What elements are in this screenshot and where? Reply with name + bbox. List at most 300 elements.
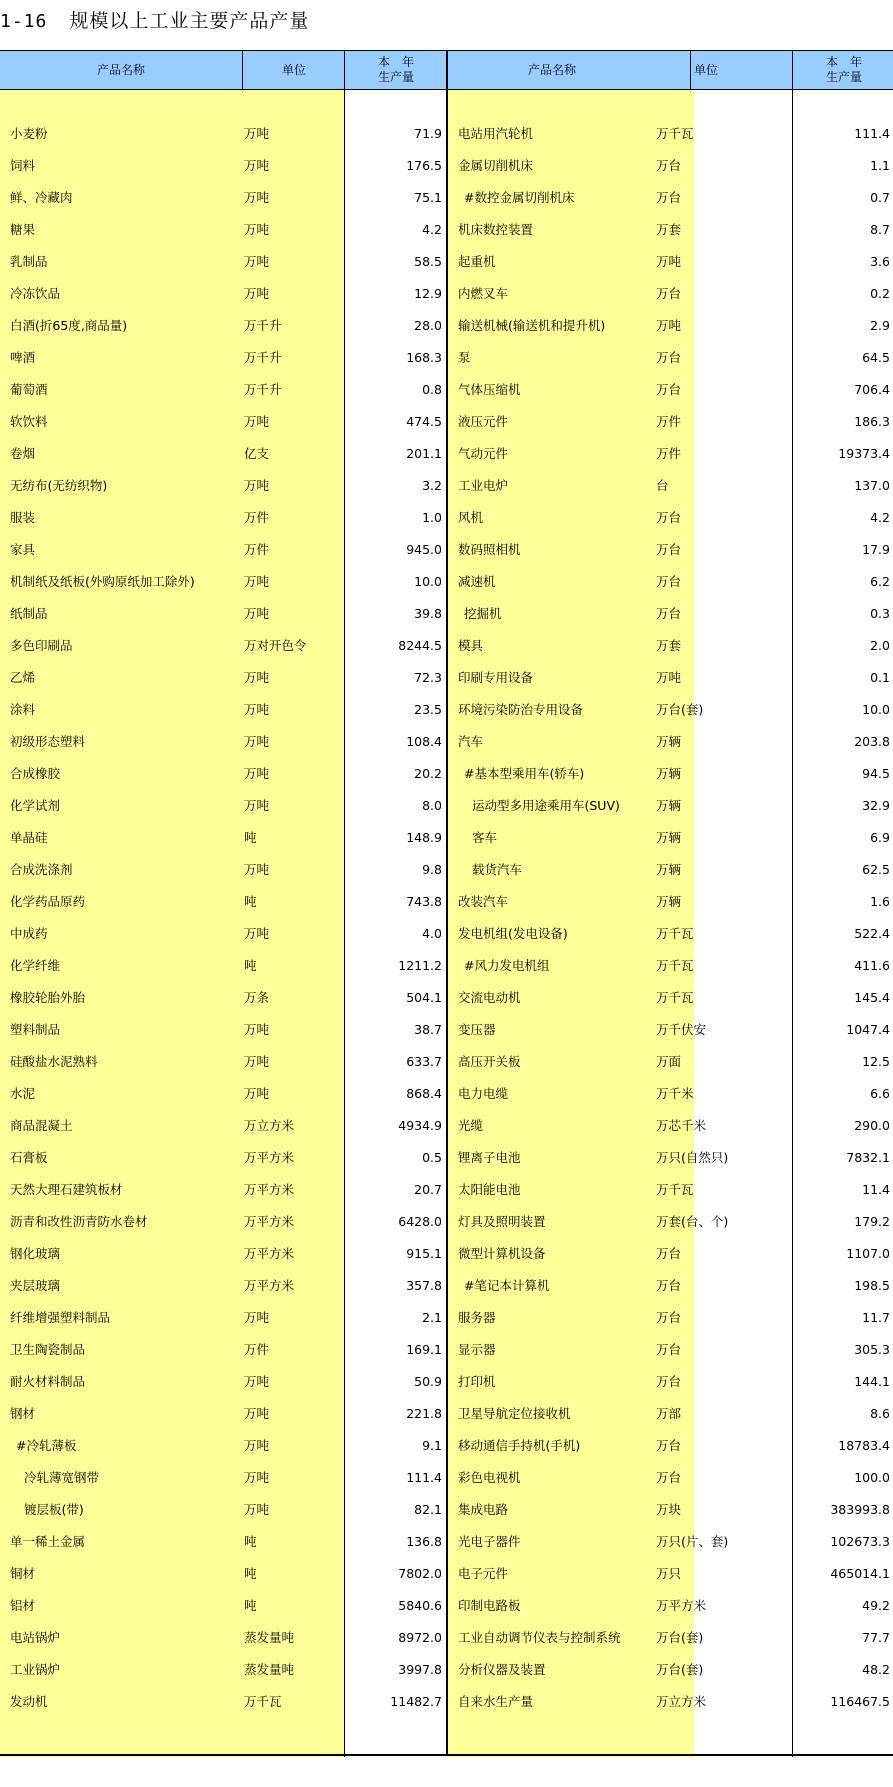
product-name: 石膏板 — [10, 1150, 48, 1165]
table-row — [448, 374, 893, 406]
product-name: 改装汽车 — [458, 894, 509, 909]
table-row — [0, 1558, 446, 1590]
product-value: 111.4 — [854, 126, 890, 141]
product-value: 0.1 — [870, 670, 890, 685]
product-value: 169.1 — [406, 1342, 442, 1357]
product-name: 卷烟 — [10, 446, 36, 461]
product-name: 变压器 — [458, 1022, 496, 1037]
header-unit: 单位 — [693, 62, 718, 77]
product-unit: 万千瓦 — [656, 926, 694, 941]
product-unit: 万件 — [244, 1342, 270, 1357]
product-unit: 万吨 — [244, 734, 270, 749]
product-value: 2.0 — [870, 638, 890, 653]
product-name: #基本型乘用车(轿车) — [464, 766, 585, 781]
product-unit: 万吨 — [244, 222, 270, 237]
product-unit: 万吨 — [244, 414, 270, 429]
table-row — [0, 502, 446, 534]
product-value: 4.2 — [870, 510, 890, 525]
product-value: 7802.0 — [398, 1566, 442, 1581]
product-name: #风力发电机组 — [464, 958, 550, 973]
product-name: 初级形态塑料 — [10, 734, 86, 749]
product-unit: 万吨 — [656, 670, 682, 685]
product-value: 1.1 — [870, 158, 890, 173]
product-value: 82.1 — [414, 1502, 442, 1517]
product-unit: 万台 — [656, 574, 682, 589]
product-value: 32.9 — [862, 798, 890, 813]
table-row — [0, 278, 446, 310]
product-value: 3.2 — [422, 478, 442, 493]
product-unit: 万吨 — [244, 126, 270, 141]
product-name: 起重机 — [458, 254, 496, 269]
product-unit: 吨 — [244, 894, 257, 909]
table-row — [0, 1494, 446, 1526]
product-name: 发电机组(发电设备) — [458, 926, 568, 941]
product-unit: 万吨 — [656, 318, 682, 333]
product-name: 移动通信手持机(手机) — [458, 1438, 581, 1453]
product-unit: 万吨 — [244, 574, 270, 589]
product-unit: 万台 — [656, 286, 682, 301]
table-row — [448, 950, 893, 982]
product-value: 3997.8 — [398, 1662, 442, 1677]
table-row — [0, 566, 446, 598]
product-unit: 万台 — [656, 350, 682, 365]
product-name: 卫生陶瓷制品 — [10, 1342, 86, 1357]
product-unit: 万套 — [656, 638, 682, 653]
product-unit: 万台 — [656, 1246, 682, 1261]
product-value: 1.0 — [422, 510, 442, 525]
table-row — [448, 1046, 893, 1078]
product-value: 4.0 — [422, 926, 442, 941]
table-row — [0, 1302, 446, 1334]
product-value: 0.3 — [870, 606, 890, 621]
product-value: 8.6 — [870, 1406, 890, 1421]
product-unit: 万套 — [656, 222, 682, 237]
product-unit: 万台 — [656, 1438, 682, 1453]
product-name: 化学纤维 — [10, 958, 61, 973]
product-unit: 万辆 — [656, 798, 682, 813]
product-name: 模具 — [458, 638, 484, 653]
header-name: 产品名称 — [527, 62, 576, 77]
product-unit: 万立方米 — [244, 1118, 295, 1133]
table-row — [0, 982, 446, 1014]
product-value: 111.4 — [406, 1470, 442, 1485]
left-table — [0, 50, 446, 1755]
product-unit: 万块 — [656, 1502, 682, 1517]
table-row — [0, 918, 446, 950]
product-name: 塑料制品 — [10, 1022, 61, 1037]
table-row — [448, 406, 893, 438]
product-value: 0.8 — [422, 382, 442, 397]
table-row — [0, 150, 446, 182]
table-row — [448, 1174, 893, 1206]
table-row — [0, 790, 446, 822]
product-value: 504.1 — [406, 990, 442, 1005]
product-unit: 万千升 — [244, 382, 282, 397]
product-unit: 万吨 — [244, 286, 270, 301]
product-unit: 吨 — [244, 1566, 257, 1581]
product-unit: 万吨 — [244, 254, 270, 269]
table-row — [448, 726, 893, 758]
table-row — [0, 1686, 446, 1718]
table-row — [0, 214, 446, 246]
product-value: 1.6 — [870, 894, 890, 909]
product-unit: 万台 — [656, 190, 682, 205]
product-name: 客车 — [472, 830, 498, 845]
product-name: 灯具及照明装置 — [458, 1214, 546, 1229]
right-rows — [448, 118, 893, 1718]
product-name: 机制纸及纸板(外购原纸加工除外) — [10, 574, 195, 589]
product-name: 冷轧薄宽钢带 — [24, 1470, 100, 1485]
table-row — [448, 214, 893, 246]
table-row — [0, 310, 446, 342]
product-unit: 万千瓦 — [656, 990, 694, 1005]
product-name: 工业电炉 — [458, 478, 509, 493]
product-value: 465014.1 — [830, 1566, 890, 1581]
product-unit: 万吨 — [244, 670, 270, 685]
product-value: 12.5 — [862, 1054, 890, 1069]
table-row — [448, 1110, 893, 1142]
product-unit: 万只(自然只) — [656, 1150, 729, 1165]
product-name: 印刷专用设备 — [458, 670, 534, 685]
product-value: 137.0 — [854, 478, 890, 493]
product-value: 0.7 — [870, 190, 890, 205]
product-name: 涂料 — [10, 702, 36, 717]
product-name: 合成洗涤剂 — [10, 862, 73, 877]
table-row — [448, 1622, 893, 1654]
product-unit: 万吨 — [244, 158, 270, 173]
product-name: 葡萄酒 — [10, 382, 48, 397]
product-name: 微型计算机设备 — [458, 1246, 546, 1261]
product-name: 锂离子电池 — [458, 1150, 521, 1165]
table-row — [448, 150, 893, 182]
product-value: 116467.5 — [830, 1694, 890, 1709]
table-row — [0, 1142, 446, 1174]
product-name: 印制电路板 — [458, 1598, 521, 1613]
product-name: 气动元件 — [458, 446, 509, 461]
product-name: 工业自动调节仪表与控制系统 — [458, 1630, 621, 1645]
table-row — [0, 886, 446, 918]
table-row — [0, 1526, 446, 1558]
product-value: 2.9 — [870, 318, 890, 333]
product-value: 0.5 — [422, 1150, 442, 1165]
product-unit: 万千瓦 — [244, 1694, 282, 1709]
table-row — [0, 406, 446, 438]
table-row — [0, 1078, 446, 1110]
product-value: 38.7 — [414, 1022, 442, 1037]
product-value: 176.5 — [406, 158, 442, 173]
product-value: 4.2 — [422, 222, 442, 237]
table-row — [448, 1590, 893, 1622]
product-unit: 万吨 — [244, 606, 270, 621]
product-value: 48.2 — [862, 1662, 890, 1677]
product-unit: 万面 — [656, 1054, 682, 1069]
product-unit: 万吨 — [244, 1054, 270, 1069]
product-unit: 万吨 — [244, 1022, 270, 1037]
product-value: 1107.0 — [846, 1246, 890, 1261]
product-value: 357.8 — [406, 1278, 442, 1293]
product-name: 钢材 — [10, 1406, 36, 1421]
table-row — [448, 1238, 893, 1270]
product-name: 彩色电视机 — [458, 1470, 521, 1485]
table-row — [0, 438, 446, 470]
product-unit: 万辆 — [656, 862, 682, 877]
header-value — [346, 51, 446, 89]
table-row — [448, 342, 893, 374]
product-value: 4934.9 — [398, 1118, 442, 1133]
product-unit: 万平方米 — [656, 1598, 707, 1613]
product-name: 自来水生产量 — [458, 1694, 534, 1709]
product-value: 39.8 — [414, 606, 442, 621]
product-unit: 万件 — [244, 542, 270, 557]
product-value: 8.7 — [870, 222, 890, 237]
table-row — [448, 1654, 893, 1686]
product-value: 0.2 — [870, 286, 890, 301]
product-value: 9.8 — [422, 862, 442, 877]
product-unit: 万千瓦 — [656, 1182, 694, 1197]
product-value: 7832.1 — [846, 1150, 890, 1165]
product-unit: 吨 — [244, 958, 257, 973]
product-value: 186.3 — [854, 414, 890, 429]
product-name: 纤维增强塑料制品 — [10, 1310, 111, 1325]
product-value: 411.6 — [854, 958, 890, 973]
product-unit: 万件 — [244, 510, 270, 525]
table-row — [448, 502, 893, 534]
product-unit: 万千伏安 — [656, 1022, 707, 1037]
table-row — [0, 1334, 446, 1366]
table-row — [448, 662, 893, 694]
product-value: 17.9 — [862, 542, 890, 557]
table-row — [0, 1462, 446, 1494]
product-value: 28.0 — [414, 318, 442, 333]
table-row — [448, 854, 893, 886]
product-unit: 万台 — [656, 382, 682, 397]
table-row — [0, 1110, 446, 1142]
table-row — [448, 470, 893, 502]
product-name: 液压元件 — [458, 414, 509, 429]
product-name: 电站用汽轮机 — [458, 126, 534, 141]
product-name: 糖果 — [10, 222, 36, 237]
header-value-line2: 生产量 — [825, 70, 862, 84]
product-unit: 万台 — [656, 158, 682, 173]
table-row — [0, 1398, 446, 1430]
product-name: 无纺布(无纺织物) — [10, 478, 108, 493]
table-row — [448, 630, 893, 662]
table-row — [0, 1654, 446, 1686]
product-value: 5840.6 — [398, 1598, 442, 1613]
col-divider — [690, 50, 691, 90]
product-value: 58.5 — [414, 254, 442, 269]
table-row — [448, 822, 893, 854]
product-name: 白酒(折65度,商品量) — [10, 318, 128, 333]
product-name: 减速机 — [458, 574, 496, 589]
product-unit: 万吨 — [244, 926, 270, 941]
product-unit: 吨 — [244, 1534, 257, 1549]
table-row — [448, 118, 893, 150]
table-row — [448, 1078, 893, 1110]
product-unit: 万平方米 — [244, 1214, 295, 1229]
table-row — [0, 1270, 446, 1302]
table-row — [0, 1046, 446, 1078]
product-unit: 万辆 — [656, 766, 682, 781]
header-value — [794, 51, 893, 89]
table-row — [0, 246, 446, 278]
product-name: 集成电路 — [458, 1502, 509, 1517]
product-name: 交流电动机 — [458, 990, 521, 1005]
product-name: 服装 — [10, 510, 36, 525]
product-unit: 万台 — [656, 1310, 682, 1325]
product-unit: 万台 — [656, 1278, 682, 1293]
product-value: 168.3 — [406, 350, 442, 365]
header-value-line1: 本 年 — [825, 55, 862, 69]
table-row — [448, 1462, 893, 1494]
product-value: 6428.0 — [398, 1214, 442, 1229]
product-unit: 万吨 — [244, 1502, 270, 1517]
product-name: 发动机 — [10, 1694, 48, 1709]
product-unit: 万台 — [656, 510, 682, 525]
table-row — [0, 342, 446, 374]
product-name: 合成橡胶 — [10, 766, 61, 781]
table-row — [448, 1334, 893, 1366]
product-name: 机床数控装置 — [458, 222, 534, 237]
table-row — [0, 694, 446, 726]
table-row — [0, 726, 446, 758]
product-value: 11482.7 — [390, 1694, 442, 1709]
product-value: 12.9 — [414, 286, 442, 301]
product-unit: 万台 — [656, 542, 682, 557]
product-value: 72.3 — [414, 670, 442, 685]
header-name: 产品名称 — [96, 62, 145, 77]
product-name: 汽车 — [458, 734, 484, 749]
product-unit: 万千瓦 — [656, 958, 694, 973]
table-row — [0, 854, 446, 886]
product-name: 单一稀土金属 — [10, 1534, 86, 1549]
table-row — [448, 790, 893, 822]
product-value: 8.0 — [422, 798, 442, 813]
product-unit: 蒸发量吨 — [244, 1630, 295, 1645]
product-unit: 万立方米 — [656, 1694, 707, 1709]
table-row — [448, 1686, 893, 1718]
product-name: 高压开关板 — [458, 1054, 521, 1069]
product-unit: 万平方米 — [244, 1182, 295, 1197]
product-unit: 万套(台、个) — [656, 1214, 729, 1229]
table-row — [448, 1526, 893, 1558]
product-unit: 万吨 — [244, 766, 270, 781]
product-name: 单晶硅 — [10, 830, 48, 845]
product-value: 108.4 — [406, 734, 442, 749]
product-unit: 万台 — [656, 1374, 682, 1389]
product-unit: 万平方米 — [244, 1278, 295, 1293]
table-row — [0, 822, 446, 854]
table-row — [448, 534, 893, 566]
table-row — [448, 438, 893, 470]
product-name: 商品混凝土 — [10, 1118, 73, 1133]
table-row — [448, 1558, 893, 1590]
product-name: 软饮料 — [10, 414, 48, 429]
product-value: 179.2 — [854, 1214, 890, 1229]
product-unit: 万对开色令 — [244, 638, 307, 653]
product-unit: 万吨 — [244, 1310, 270, 1325]
table-row — [0, 470, 446, 502]
product-value: 9.1 — [422, 1438, 442, 1453]
product-unit: 万台 — [656, 1470, 682, 1485]
product-name: 乳制品 — [10, 254, 48, 269]
product-value: 1211.2 — [398, 958, 442, 973]
product-name: 内燃叉车 — [458, 286, 509, 301]
table-row — [448, 1302, 893, 1334]
product-value: 75.1 — [414, 190, 442, 205]
col-divider — [242, 50, 243, 90]
table-row — [448, 758, 893, 790]
product-name: 载货汽车 — [472, 862, 523, 877]
product-name: 运动型多用途乘用车(SUV) — [472, 798, 620, 813]
product-unit: 万辆 — [656, 894, 682, 909]
table-row — [448, 566, 893, 598]
product-unit: 万千瓦 — [656, 126, 694, 141]
product-value: 100.0 — [854, 1470, 890, 1485]
product-value: 144.1 — [854, 1374, 890, 1389]
table-row — [448, 1430, 893, 1462]
product-value: 706.4 — [854, 382, 890, 397]
product-name: 工业锅炉 — [10, 1662, 61, 1677]
product-name: 化学试剂 — [10, 798, 61, 813]
product-name: 硅酸盐水泥熟料 — [10, 1054, 98, 1069]
product-name: 橡胶轮胎外胎 — [10, 990, 86, 1005]
table-row — [0, 758, 446, 790]
product-name: 镀层板(带) — [24, 1502, 84, 1517]
product-name: 显示器 — [458, 1342, 496, 1357]
product-unit: 万吨 — [244, 190, 270, 205]
table-header — [0, 50, 446, 90]
table-row — [0, 1622, 446, 1654]
product-name: 环境污染防治专用设备 — [458, 702, 584, 717]
product-unit: 万吨 — [244, 862, 270, 877]
product-value: 19373.4 — [838, 446, 890, 461]
table-row — [0, 1590, 446, 1622]
product-name: 乙烯 — [10, 670, 36, 685]
table-row — [448, 982, 893, 1014]
product-value: 102673.3 — [830, 1534, 890, 1549]
product-name: 风机 — [458, 510, 484, 525]
product-name: 光电子器件 — [458, 1534, 521, 1549]
table-row — [448, 694, 893, 726]
product-value: 148.9 — [406, 830, 442, 845]
product-unit: 万平方米 — [244, 1150, 295, 1165]
product-value: 3.6 — [870, 254, 890, 269]
product-unit: 万吨 — [244, 798, 270, 813]
product-value: 945.0 — [406, 542, 442, 557]
product-unit: 亿支 — [244, 446, 270, 461]
product-name: 卫星导航定位接收机 — [458, 1406, 571, 1421]
product-value: 11.7 — [862, 1310, 890, 1325]
table-number: 1-16 — [0, 11, 48, 32]
product-value: 62.5 — [862, 862, 890, 877]
product-value: 49.2 — [862, 1598, 890, 1613]
product-name: 金属切削机床 — [458, 158, 534, 173]
product-unit: 万吨 — [244, 1086, 270, 1101]
header-value-line1: 本 年 — [377, 55, 414, 69]
product-value: 10.0 — [414, 574, 442, 589]
product-unit: 万只(片、套) — [656, 1534, 729, 1549]
product-value: 743.8 — [406, 894, 442, 909]
product-unit: 万台(套) — [656, 1630, 704, 1645]
product-name: 分析仪器及装置 — [458, 1662, 546, 1677]
table-row — [448, 278, 893, 310]
product-value: 94.5 — [862, 766, 890, 781]
table-row — [0, 1206, 446, 1238]
right-table — [448, 50, 893, 1755]
table-row — [0, 1014, 446, 1046]
product-unit: 万辆 — [656, 734, 682, 749]
